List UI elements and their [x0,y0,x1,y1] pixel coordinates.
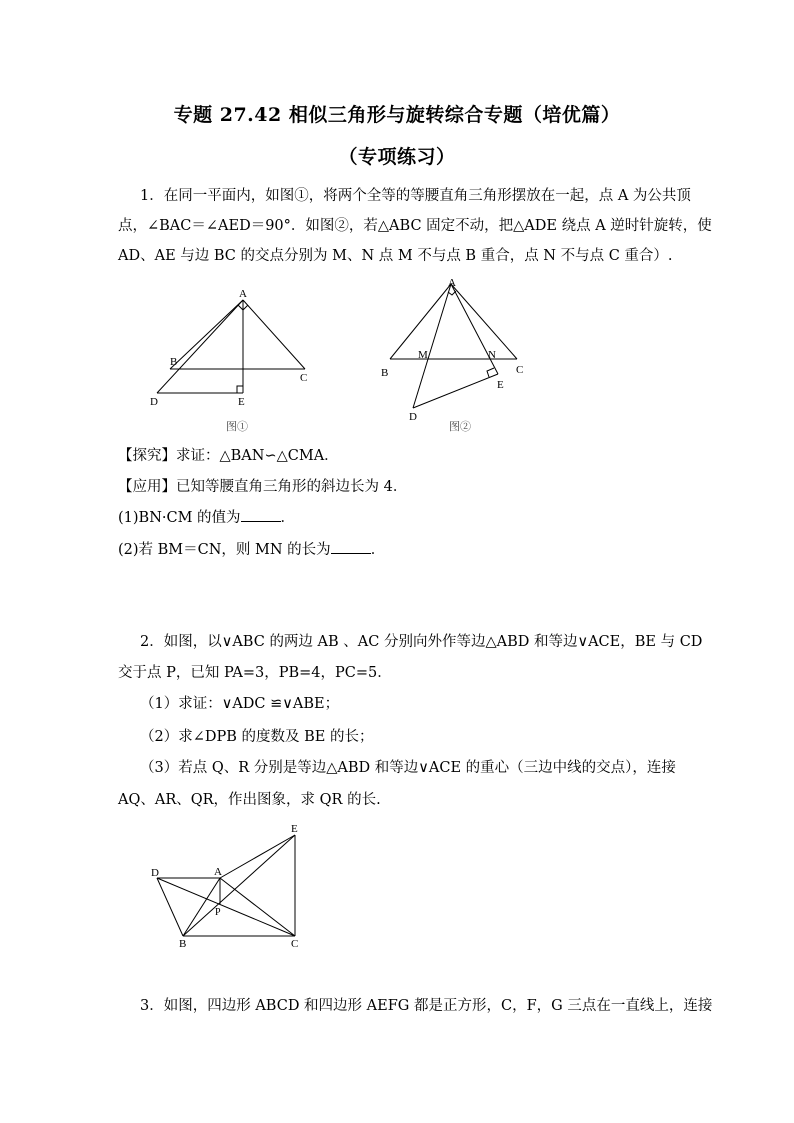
f2-side-de [413,374,498,408]
q3-line1: 3．如图，四边形 ABCD 和四边形 AEFG 都是正方形，C，F，G 三点在一直线上，连接 [140,998,713,1014]
f2-label-n: N [488,349,496,361]
f3-side-db [157,878,183,936]
q2-line1: 2．如图，以∨ABC 的两边 AB 、AC 分别向外作等边△ABD 和等边∨ACE，BE 与 CD [140,634,703,650]
answer-blank-2[interactable] [331,541,371,554]
f2-right-angle-a [448,291,456,295]
q2-sub2: （2）求∠DPB 的度数及 BE 的长； [140,729,374,745]
f3-side-ac [220,878,295,936]
figure-1 [140,285,320,435]
q2-sub3b: AQ、AR、QR，作出图象，求 QR 的长. [118,792,381,808]
f2-label-b: B [381,367,389,379]
f1-label-d: D [150,396,158,408]
answer-blank-1[interactable] [241,509,281,522]
q1-line1: 1．在同一平面内，如图①，将两个全等的等腰直角三角形摆放在一起，点 A 为公共顶 [140,188,691,204]
f1-label-a: A [239,288,247,300]
q1-part1-period: ． [280,510,296,526]
f2-caption: 图② [449,421,471,433]
f3-line-dc [157,878,295,936]
f2-label-m: M [418,349,428,361]
f1-side-ac [243,300,305,369]
q1-part2-period: ． [370,542,386,558]
f2-label-c: C [516,364,524,376]
f2-label-d: D [409,411,417,423]
q1-line2: 点，∠BAC＝∠AED＝90°．如图②，若△ABC 固定不动，把△ADE 绕点 A 逆时针旋转，使 [118,218,712,234]
f2-side-ab [390,284,451,359]
f3-label-a: A [214,866,222,878]
f1-label-e: E [238,396,245,408]
page-title: 专题 27.42 相似三角形与旋转综合专题（培优篇） [173,104,621,126]
f1-side-ad [157,300,243,393]
f3-label-p: P [215,907,221,918]
q1-line3: AD、AE 与边 BC 的交点分别为 M、N 点 M 不与点 B 重合，点 N 不与点 C 重合）. [118,248,673,264]
figure-2 [375,278,535,438]
f1-caption: 图① [226,421,248,433]
f3-label-e: E [291,823,298,835]
f1-side-ab [170,300,243,369]
figure-3 [145,820,315,950]
q1-part2-text: (2)若 BM＝CN，则 MN 的长为 [118,542,331,558]
f3-label-b: B [179,938,187,950]
f3-label-c: C [291,938,299,950]
q2-line2: 交于点 P，已知 PA=3，PB=4，PC=5． [118,665,392,681]
f3-side-ae [220,835,295,878]
f2-label-a: A [448,278,456,289]
q1-part1 [118,508,678,528]
f1-label-c: C [300,372,308,384]
f2-side-ad [413,284,451,408]
q1-part1-text: (1)BN·CM 的值为 [118,510,241,526]
f3-line-be [183,835,295,936]
q1-explore: 【探究】求证：△BAN∽△CMA． [118,448,339,464]
q2-sub1: （1）求证：∨ADC ≌∨ABE； [140,696,340,712]
f1-right-angle-e [237,386,243,393]
q1-apply: 【应用】已知等腰直角三角形的斜边长为 4． [118,479,408,495]
q2-sub3a: （3）若点 Q、R 分别是等边△ABD 和等边∨ACE 的重心（三边中线的交点），连接 [140,760,676,776]
f1-label-b: B [170,356,178,368]
f2-label-e: E [497,379,504,391]
page-subtitle: （专项练习） [338,146,456,168]
f3-label-d: D [151,867,159,879]
q1-part2 [118,540,678,560]
